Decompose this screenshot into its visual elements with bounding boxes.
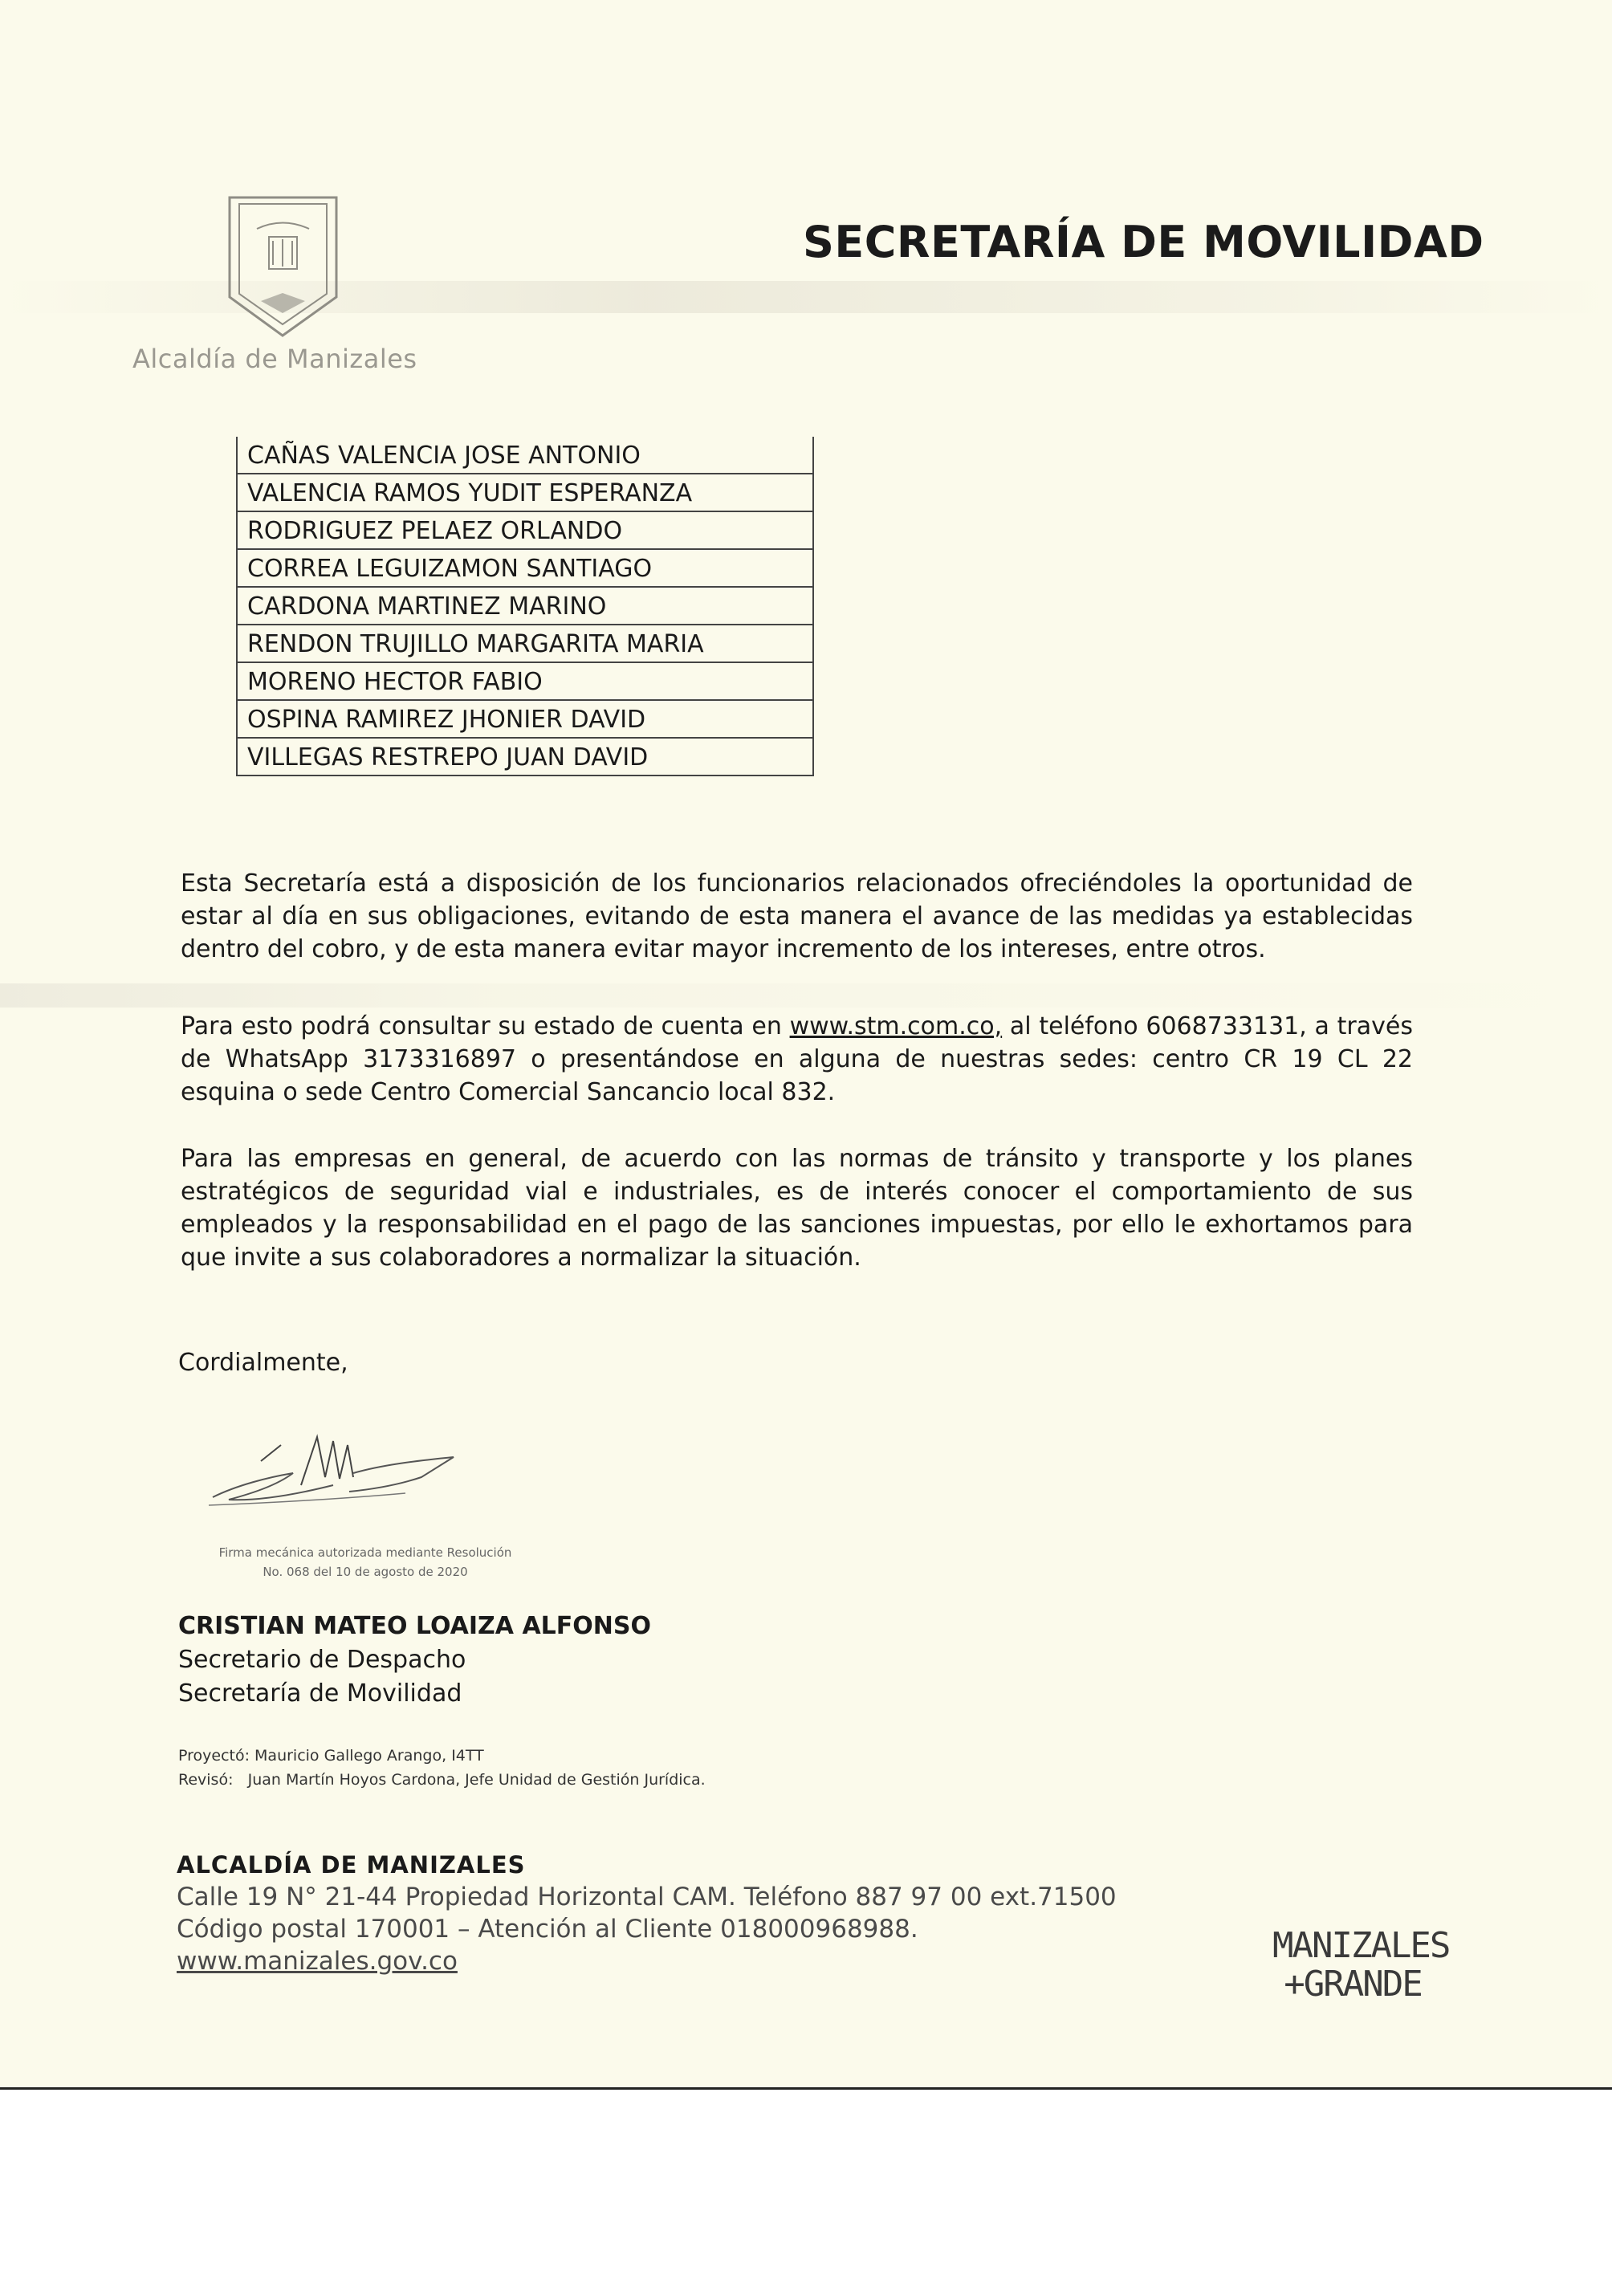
body-paragraph-3: Para las empresas en general, de acuerdo con las normas de tránsito y transporte y los planes estratégicos de seguridad vial e industriales, es de interés conocer el comportamiento de sus empleados y la responsabilidad en el pago de las sanciones impuestas, por ello le exhortamos para que invite a sus colaboradores a normalizar la situación.: [181, 1145, 1413, 1272]
table-row: CAÑAS VALENCIA JOSE ANTONIO: [238, 437, 812, 474]
footer-org: ALCALDÍA DE MANIZALES: [177, 1851, 526, 1879]
table-row: RENDON TRUJILLO MARGARITA MARIA: [238, 625, 812, 663]
signer-name: CRISTIAN MATEO LOAIZA ALFONSO: [178, 1612, 652, 1640]
table-row: CORREA LEGUIZAMON SANTIAGO: [238, 550, 812, 588]
brand-logo: [1272, 1925, 1450, 2005]
signature-note-line: Firma mecánica autorizada mediante Resolución: [218, 1545, 512, 1560]
brand-line-1: MANIZALES: [1272, 1925, 1450, 1966]
projected-by: Proyectó: Mauricio Gallego Arango, I4TT: [178, 1747, 484, 1765]
body-paragraph-1: Esta Secretaría está a disposición de los funcionarios relacionados ofreciéndoles la oportunidad de estar al día en sus obligaciones, evitando de esta manera el avance de las medidas ya establecidas dentro del cobro, y de esta manera evitar mayor incremento de los intereses, entre otros.: [181, 869, 1413, 963]
credits: [178, 1744, 706, 1792]
org-name: Alcaldía de Manizales: [132, 344, 417, 374]
table-row: RODRIGUEZ PELAEZ ORLANDO: [238, 512, 812, 550]
signature-note: [197, 1543, 534, 1582]
handwritten-signature: [205, 1429, 470, 1517]
table-row: VILLEGAS RESTREPO JUAN DAVID: [238, 739, 812, 776]
reviewed-by: Revisó: Juan Martín Hoyos Cardona, Jefe Unidad de Gestión Jurídica.: [178, 1771, 706, 1789]
closing: Cordialmente,: [178, 1349, 348, 1377]
table-row: CARDONA MARTINEZ MARINO: [238, 588, 812, 625]
brand-line-2: +GRANDE: [1284, 1964, 1422, 2005]
footer-postal: Código postal 170001 – Atención al Cliente 018000968988.: [177, 1915, 918, 1944]
stm-website-link[interactable]: www.stm.com.co,: [789, 1012, 1003, 1040]
footer-address: Calle 19 N° 21-44 Propiedad Horizontal CAM. Teléfono 887 97 00 ext.71500: [177, 1883, 1117, 1911]
coat-of-arms-logo: [225, 193, 341, 341]
table-row: MORENO HECTOR FABIO: [238, 663, 812, 701]
signer-dept: Secretaría de Movilidad: [178, 1679, 462, 1708]
paragraph-text: Para esto podrá consultar su estado de cuenta en: [181, 1012, 790, 1040]
table-row: VALENCIA RAMOS YUDIT ESPERANZA: [238, 474, 812, 512]
page-title: SECRETARÍA DE MOVILIDAD: [803, 217, 1484, 267]
signer-role: Secretario de Despacho: [178, 1646, 466, 1674]
paragraph-text: al teléfono 6068733131, a través de WhatsApp 3173316897 o presentándose en alguna de nuestras sedes: centro CR 19 CL 22 esquina o sede Centro Comercial Sancancio local 832.: [181, 1012, 1413, 1106]
body-paragraph-2: [181, 1010, 1413, 1109]
signature-note-line: No. 068 del 10 de agosto de 2020: [263, 1565, 468, 1579]
scan-artifact: [0, 983, 1612, 1008]
table-row: OSPINA RAMIREZ JHONIER DAVID: [238, 701, 812, 739]
names-table: [236, 437, 814, 776]
signer-block: [178, 1610, 651, 1711]
footer: [177, 1849, 1117, 1977]
footer-website-link[interactable]: www.manizales.gov.co: [177, 1947, 458, 1976]
blank-margin: [0, 2090, 1612, 2296]
